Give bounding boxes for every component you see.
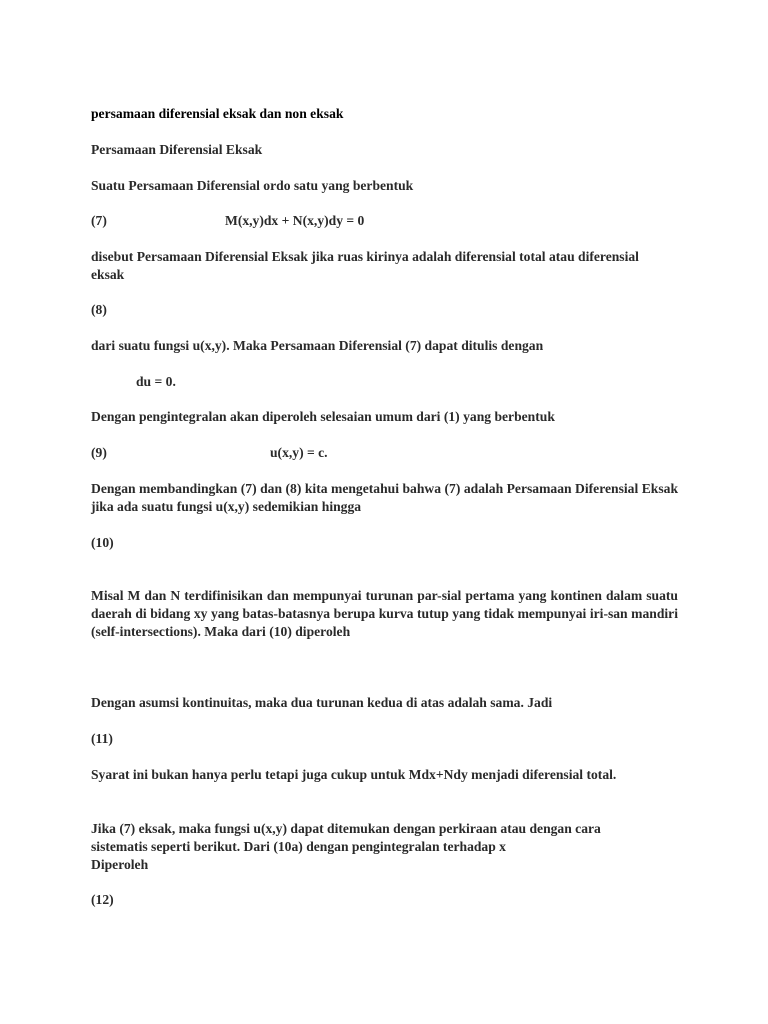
paragraph-integration: Dengan pengintegralan akan diperoleh selesaian umum dari (1) yang berbentuk (91, 409, 555, 424)
equation-8-label: (8) (91, 302, 107, 317)
document-title: persamaan diferensial eksak dan non eksak (91, 106, 344, 121)
equation-7: M(x,y)dx + N(x,y)dy = 0 (225, 213, 365, 228)
paragraph-sufficient-condition: Syarat ini bukan hanya perlu tetapi juga cukup untuk Mdx+Ndy menjadi diferensial total. (91, 767, 617, 782)
paragraph-method-line-1: Jika (7) eksak, maka fungsi u(x,y) dapat ditemukan dengan perkiraan atau dengan cara (91, 821, 601, 836)
paragraph-continuity-assumption: Misal M dan N terdifinisikan dan mempunyai turunan par-sial pertama yang kontinen dalam suatu daerah di bidang xy yang batas-batasnya berupa kurva tutup yang tidak mempunyai iri-san mandiri (self-intersections). Maka dari (10) diperoleh (91, 588, 678, 639)
equation-7-label: (7) (91, 213, 107, 228)
equation-10-label: (10) (91, 535, 114, 550)
equation-9-label: (9) (91, 445, 107, 460)
paragraph-function-u: dari suatu fungsi u(x,y). Maka Persamaan Diferensial (7) dapat ditulis dengan (91, 338, 544, 353)
paragraph-method-line-3: Diperoleh (91, 857, 149, 872)
paragraph-exact-definition: disebut Persamaan Diferensial Eksak jika ruas kirinya adalah diferensial total atau diferensial eksak (91, 249, 639, 282)
equation-du: du = 0. (136, 374, 176, 389)
paragraph-comparison: Dengan membandingkan (7) dan (8) kita mengetahui bahwa (7) adalah Persamaan Diferensial Eksak jika ada suatu fungsi u(x,y) sedemikian hingga (91, 481, 678, 514)
equation-11-label: (11) (91, 731, 113, 746)
paragraph-second-derivatives: Dengan asumsi kontinuitas, maka dua turunan kedua di atas adalah sama. Jadi (91, 695, 553, 710)
section-heading: Persamaan Diferensial Eksak (91, 142, 263, 157)
paragraph-method (91, 820, 678, 874)
equation-9: u(x,y) = c. (270, 445, 328, 460)
paragraph-method-line-2: sistematis seperti berikut. Dari (10a) dengan pengintegralan terhadap x (91, 839, 506, 854)
paragraph-intro: Suatu Persamaan Diferensial ordo satu yang berbentuk (91, 178, 414, 193)
equation-12-label: (12) (91, 892, 114, 907)
